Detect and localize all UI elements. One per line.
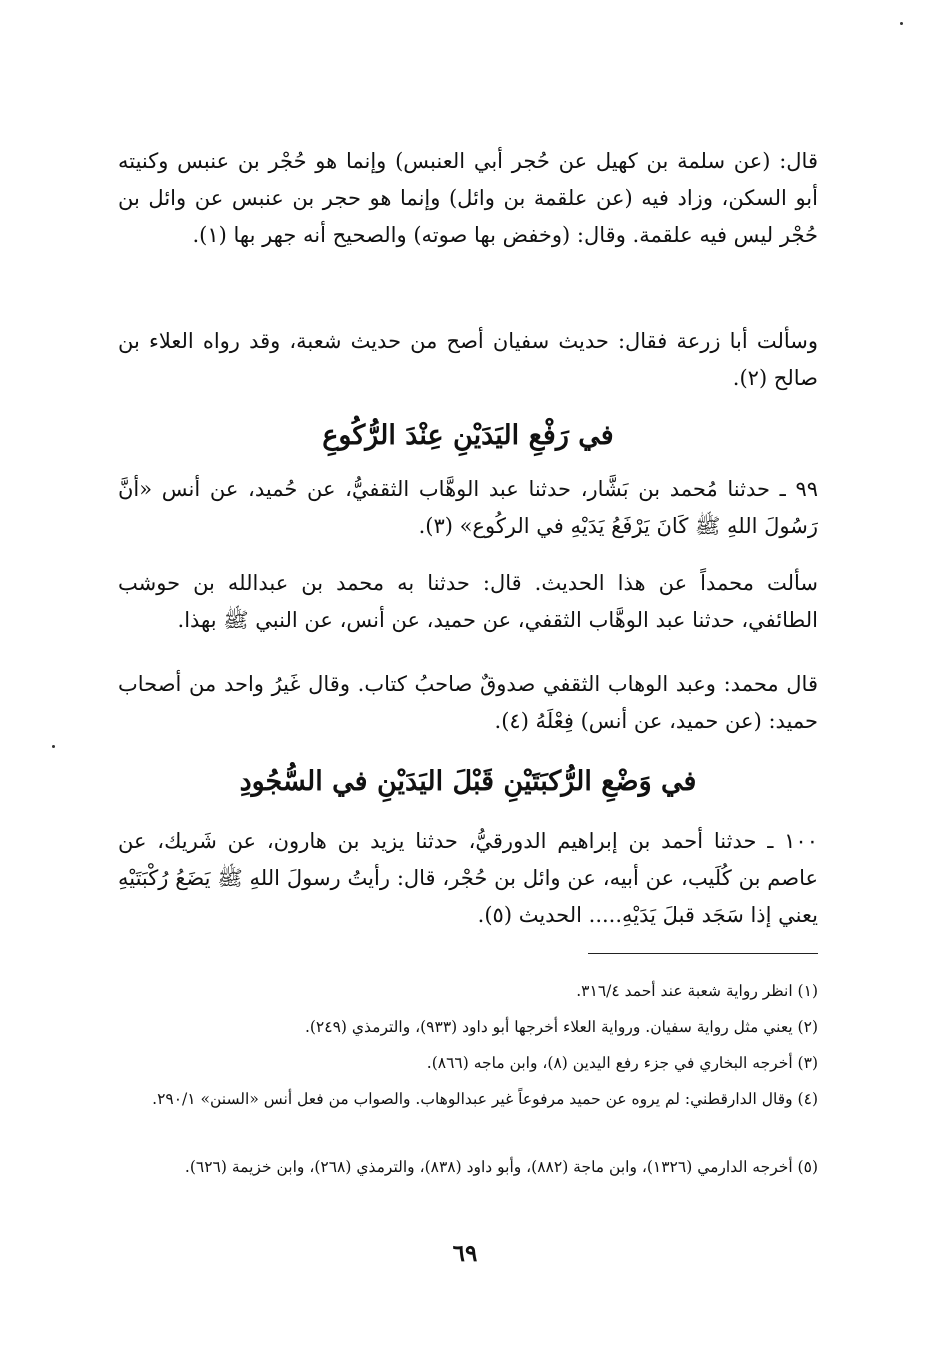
page-number: ٦٩ [452, 1240, 478, 1267]
footnote-divider [588, 953, 818, 954]
paragraph-2: وسألت أبا زرعة فقال: حديث سفيان أصح من حديث شعبة، وقد رواه العلاء بن صالح (٢). [118, 329, 818, 390]
footnote-5: (٥) أخرجه الدارمي (١٣٢٦)، وابن ماجة (٨٨٢)، وأبو داود (٨٣٨)، والترمذي (٢٦٨)، وابن خزيمة (٦٢٦). [184, 1158, 818, 1176]
hadith-99: ٩٩ ـ حدثنا مُحمد بن بَشَّار، حدثنا عبد الوهَّاب الثقفيُّ، عن حُميد، عن أنس «أنَّ رَسُولَ اللهِ ﷺ كَانَ يَرْفَعُ يَدَيْهِ في الركُوع» (٣). [118, 477, 818, 538]
paragraph-muhammad-said: قال محمد: وعبد الوهاب الثقفي صدوقٌ صاحبُ كتاب. وقال غَيرُ واحد من أصحاب حميد: (عن حميد، عن أنس) فِعْلَهُ (٤). [118, 672, 818, 733]
scan-speck [52, 745, 55, 748]
footnote-2: (٢) يعني مثل رواية سفيان. ورواية العلاء أخرجها أبو داود (٩٣٣)، والترمذي (٢٤٩). [304, 1018, 818, 1036]
scan-speck [900, 22, 903, 25]
paragraph-1: قال: (عن سلمة بن كهيل عن حُجر أبي العنبس) وإنما هو حُجْر بن عنبس وكنيته أبو السكن، وزاد فيه (عن علقمة بن وائل) وإنما هو حجر بن عنبس عن وائل بن حُجْر ليس فيه علقمة. وقال: (وخفض بها صوته) والصحيح أنه جهر بها (١). [118, 149, 818, 247]
footnote-4: (٤) وقال الدارقطني: لم يروه عن حميد مرفوعاً غير عبدالوهاب. والصواب من فعل أنس «السنن» ٢٩٠/١. [152, 1090, 818, 1108]
section-heading-raising-hands: في رَفْعِ اليَدَيْنِ عِنْدَ الرُّكُوعِ [322, 420, 614, 451]
section-heading-knees-before-hands: في وَضْعِ الرُّكبَتَيْنِ قَبْلَ اليَدَيْنِ في السُّجُودِ [239, 766, 697, 797]
hadith-100: ١٠٠ ـ حدثنا أحمد بن إبراهيم الدورقيُّ، حدثنا يزيد بن هارون، عن شَريك، عن عاصم بن كُلَيب، عن أبيه، عن وائل بن حُجْر، قال: رأيتُ رسولَ اللهِ ﷺ يَضَعُ رُكْبَتَيْهِ يعني إذا سَجَد قبلَ يَدَيْهِ..... الحديث (٥). [118, 829, 818, 927]
paragraph-question-muhammad: سألت محمداً عن هذا الحديث. قال: حدثنا به محمد بن عبدالله بن حوشب الطائفي، حدثنا عبد الوهَّاب الثقفي، عن حميد، عن أنس، عن النبي ﷺ بهذا. [118, 571, 818, 632]
footnote-3: (٣) أخرجه البخاري في جزء رفع اليدين (٨)، وابن ماجه (٨٦٦). [426, 1054, 818, 1072]
footnote-1: (١) انظر رواية شعبة عند أحمد ٣١٦/٤. [576, 982, 818, 1000]
